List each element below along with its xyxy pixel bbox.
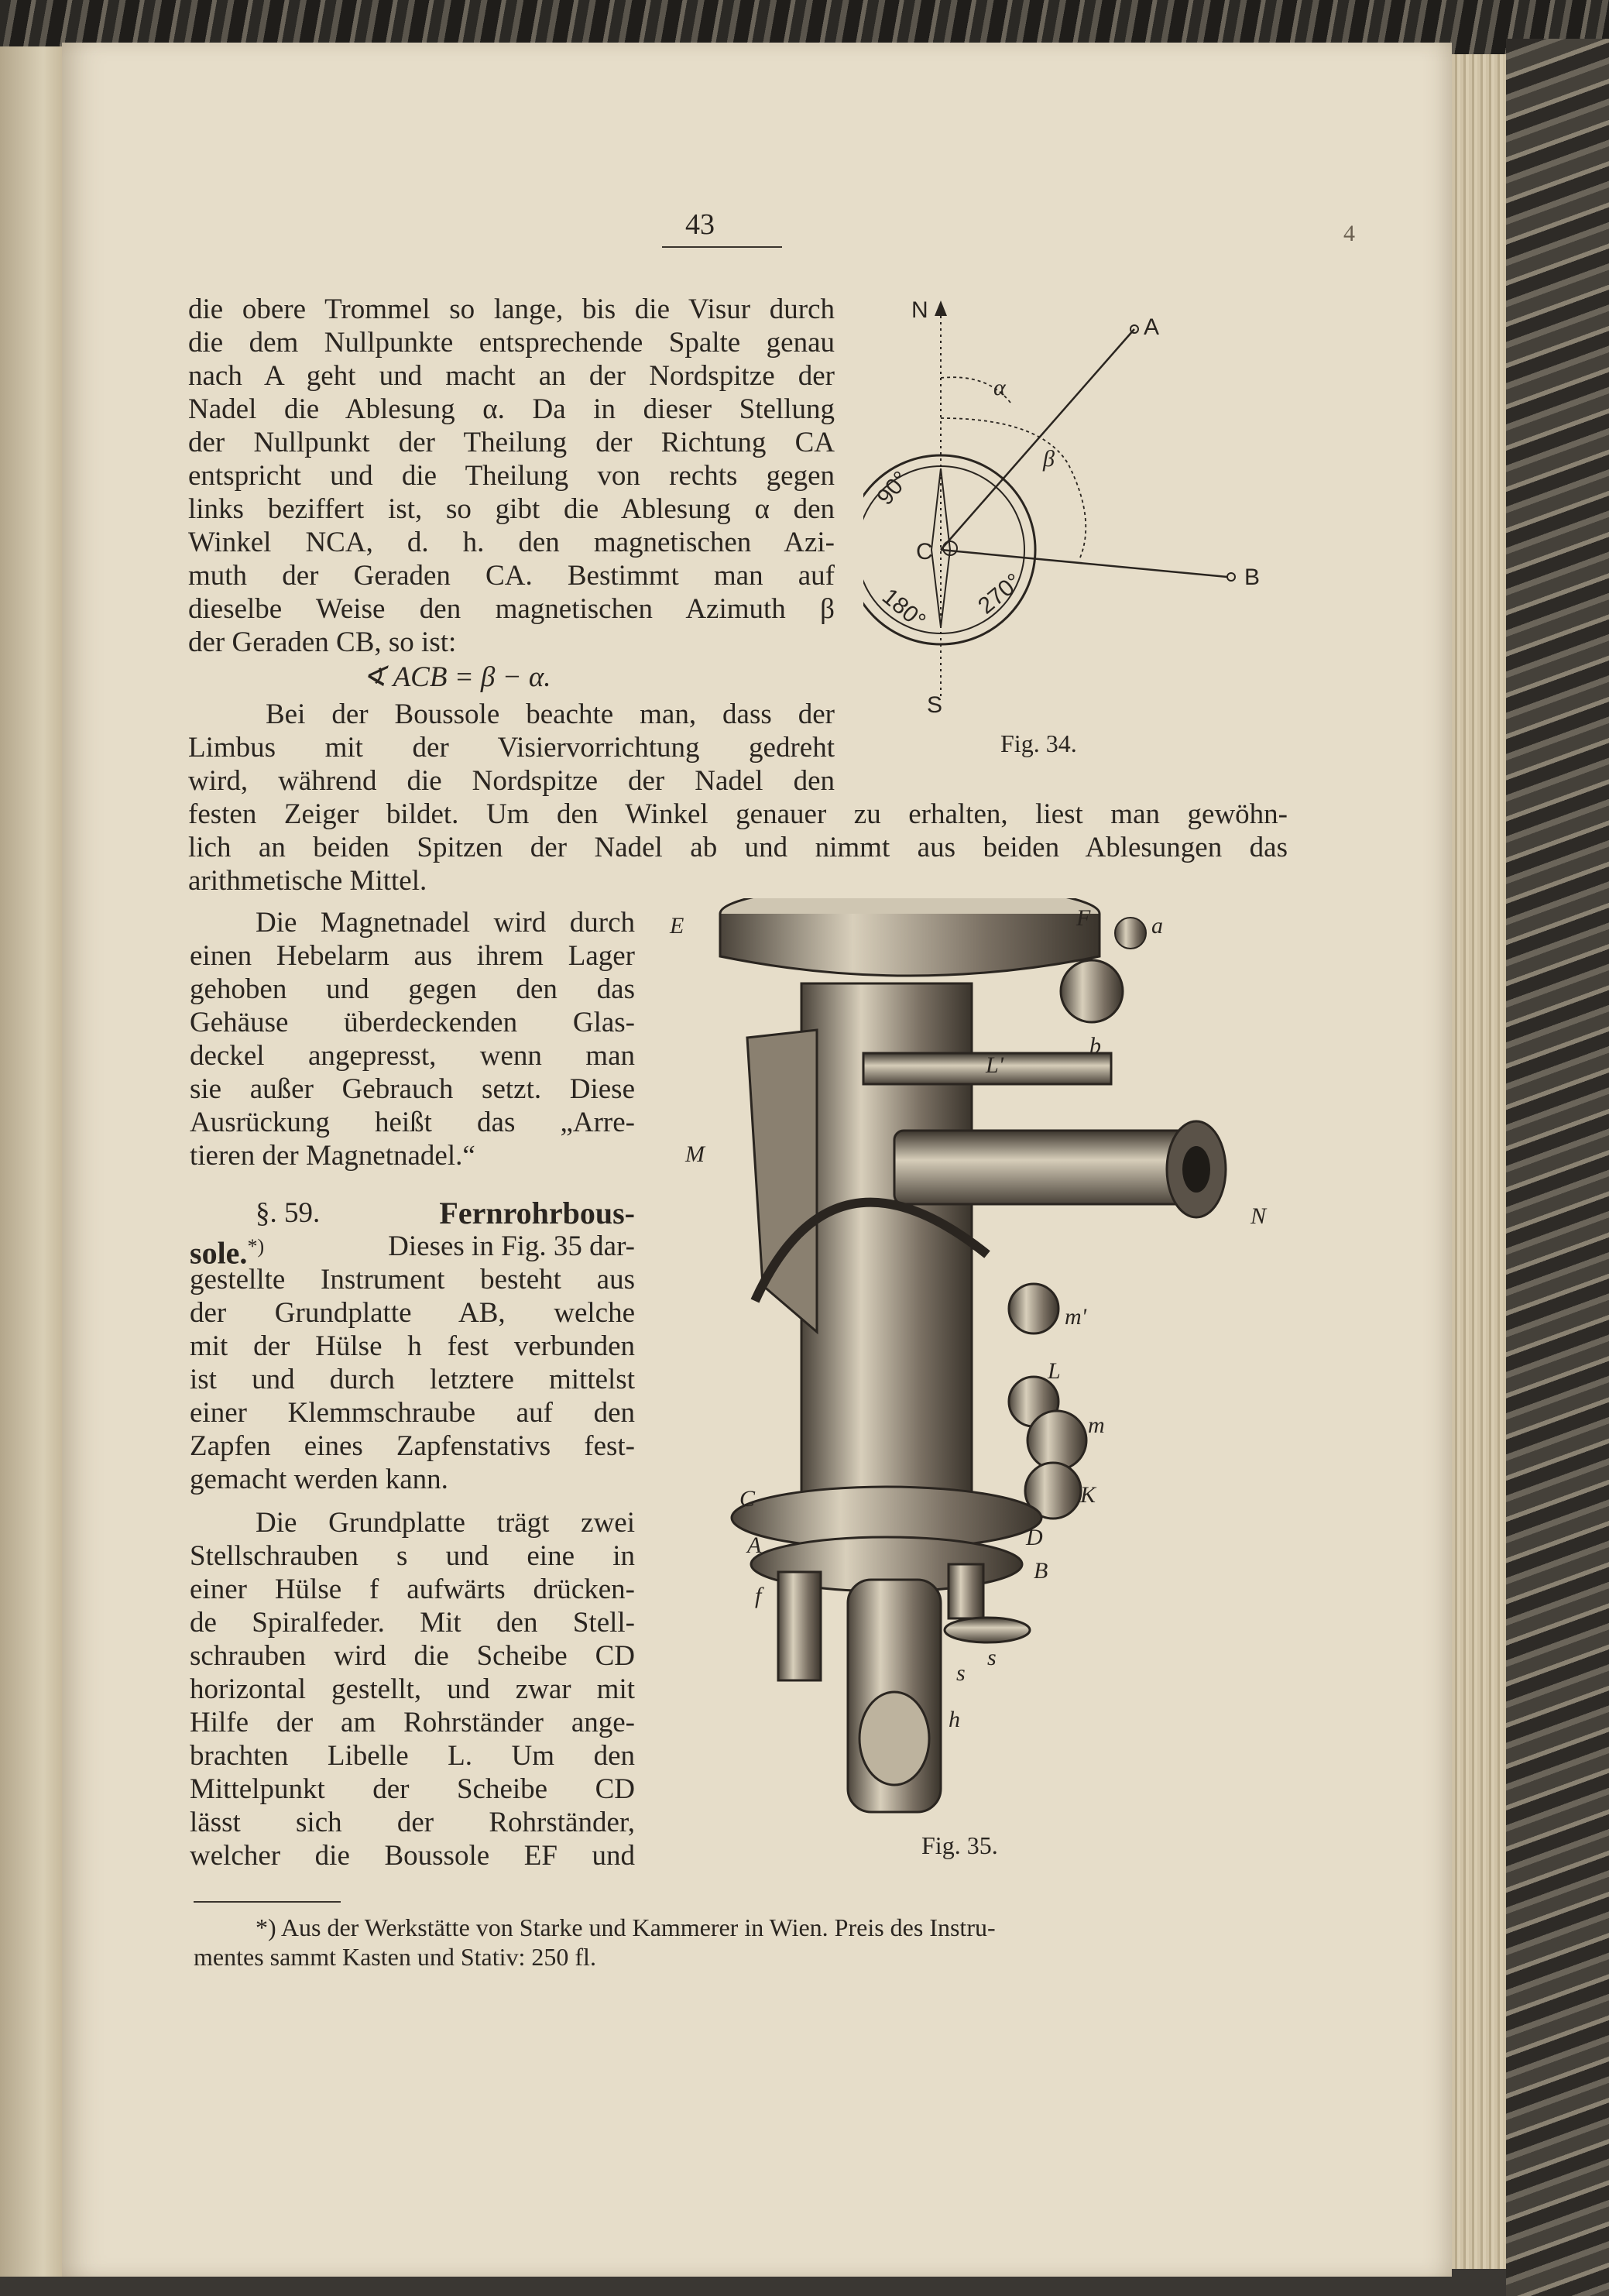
text-line: Winkel NCA, d. h. den magnetischen Azi- [188,527,835,558]
text-line: einer Klemmschraube auf den [190,1397,635,1429]
text-line: Zapfen eines Zapfenstativs fest- [190,1430,635,1462]
text-line: muth der Geraden CA. Bestimmt man auf [188,560,835,592]
section-title-b: sole. [190,1235,248,1271]
text-line: de Spiralfeder. Mit den Stell- [190,1607,635,1639]
label-M: M [685,1141,705,1167]
figure-34-compass-diagram [863,287,1281,728]
label-N: N [1250,1203,1267,1229]
text-line: Limbus mit der Visiervorrichtung gedreht [188,732,835,764]
label-B: B [1244,565,1261,590]
label-beta: β [1043,446,1055,472]
label-N: N [911,297,928,323]
label-A: A [1144,314,1160,340]
text-line: Ausrückung heißt das „Arre- [190,1107,635,1138]
text-line: Nadel die Ablesung α. Da in dieser Stellung [188,393,835,425]
dial-270: 270° [973,568,1027,619]
text-line: Gehäuse überdeckenden Glas- [190,1007,635,1038]
figure-35-caption: Fig. 35. [921,1831,998,1859]
text-line: schrauben wird die Scheibe CD [190,1640,635,1672]
label-B: B [1034,1558,1048,1584]
text-line: lich an beiden Spitzen der Nadel ab und nimmt aus beiden Ablesungen das [188,832,1288,863]
label-L-prime: L' [986,1052,1004,1078]
spring-housing-f [778,1572,821,1680]
knob-m1-icon [1009,1284,1058,1333]
compass-needle-icon [931,468,950,627]
text-line: Die Grundplatte trägt zwei [256,1507,635,1539]
label-s-right: s [987,1645,997,1670]
eyepiece-lens-icon [1182,1146,1210,1193]
boussole-box-EF [720,914,1100,976]
point-B [1227,573,1235,581]
text-line: sie außer Gebrauch setzt. Diese [190,1073,635,1105]
text-line: festen Zeiger bildet. Um den Winkel genauer zu erhalten, liest man gewöhn- [188,798,1288,830]
text-line: deckel angepresst, wenn man [190,1040,635,1072]
north-arrow-icon [935,300,947,316]
label-f: f [755,1583,762,1608]
text-line: arithmetische Mittel. [188,865,427,897]
label-m-prime: m' [1065,1304,1087,1330]
label-C: C [916,539,933,565]
figure-35-instrument-engraving [662,898,1274,1820]
screw-a-icon [1115,918,1146,949]
label-S: S [927,692,943,718]
figure-34-caption: Fig. 34. [1000,729,1077,757]
label-L: L [1048,1358,1061,1384]
label-s-left: s [956,1660,966,1686]
label-a: a [1151,913,1163,939]
label-F: F [1076,905,1091,931]
screw-s2-head-icon [945,1618,1030,1642]
label-E: E [670,913,684,939]
label-C: C [739,1486,756,1512]
section-heading [256,1196,635,1230]
telescope-tube [894,1131,1189,1204]
corner-mark: 4 [1343,221,1355,246]
label-A: A [747,1532,762,1558]
text-line: einen Hebelarm aus ihrem Lager [190,940,635,972]
text-line: der Geraden CB, so ist: [188,626,457,658]
text-line: die obere Trommel so lange, bis die Visur durch [188,293,835,325]
footnote-marker: *) [247,1235,265,1258]
text-line: Die Magnetnadel wird durch [256,907,635,939]
section-title-a: Fernrohrbous- [439,1196,635,1230]
text-line: Stellschrauben s und eine in [190,1540,635,1572]
label-b: b [1089,1033,1101,1059]
line-CB [941,550,1227,577]
clamp-screw-icon [859,1692,929,1785]
text-line: Mittelpunkt der Scheibe CD [190,1773,635,1805]
screw-s1 [949,1564,983,1618]
dial-180: 180° [877,583,931,634]
text-line: tieren der Magnetnadel.“ [190,1140,475,1172]
label-m: m [1088,1412,1105,1438]
text-line: ist und durch letztere mittelst [190,1364,635,1395]
left-page-edge [0,46,62,2277]
page-number: 43 [685,208,715,241]
knob-b-icon [1061,960,1123,1022]
text-line: entspricht und die Theilung von rechts gegen [188,460,835,492]
page-stack-edges [1452,54,1506,2269]
knob-m-icon [1027,1411,1086,1470]
text-line: dieselbe Weise den magnetischen Azimuth β [188,593,835,625]
text-line: gehoben und gegen den das [190,973,635,1005]
text-line: die dem Nullpunkte entsprechende Spalte genau [188,327,835,359]
page-number-rule [662,246,782,248]
book-cover-right [1506,39,1609,2296]
text-line: Bei der Boussole beachte man, dass der [266,698,835,730]
text-line: Hilfe der am Rohrständer ange- [190,1707,635,1738]
text-line: mit der Hülse h fest verbunden [190,1330,635,1362]
line-CA [941,329,1134,550]
text-line: links beziffert ist, so gibt die Ablesung α den [188,493,835,525]
footnote-line-1: *) Aus der Werkstätte von Starke und Kammerer in Wien. Preis des Instru- [256,1913,996,1941]
label-K: K [1080,1482,1096,1508]
section-text: Dieses in Fig. 35 dar- [388,1230,635,1262]
footnote-rule [194,1901,341,1903]
text-line: einer Hülse f aufwärts drücken- [190,1574,635,1605]
formula: ∢ ACB = β − α. [362,661,551,693]
text-line: der Grundplatte AB, welche [190,1297,635,1329]
text-line: horizontal gestellt, und zwar mit [190,1673,635,1705]
footnote-line-2: mentes sammt Kasten und Stativ: 250 fl. [194,1943,596,1971]
label-alpha: α [993,375,1006,400]
label-h: h [949,1707,960,1732]
text-line: gemacht werden kann. [190,1464,448,1495]
text-line: brachten Libelle L. Um den [190,1740,635,1772]
text-line: nach A geht und macht an der Nordspitze der [188,360,835,392]
text-line: gestellte Instrument besteht aus [190,1264,635,1296]
section-number: §. 59. [256,1197,321,1229]
text-line: der Nullpunkt der Theilung der Richtung CA [188,427,835,458]
text-line: welcher die Boussole EF und [190,1840,635,1872]
text-line: wird, während die Nordspitze der Nadel den [188,765,835,797]
label-D: D [1026,1525,1043,1550]
text-line: lässt sich der Rohrständer, [190,1807,635,1838]
dial-90: 90° [872,466,914,510]
